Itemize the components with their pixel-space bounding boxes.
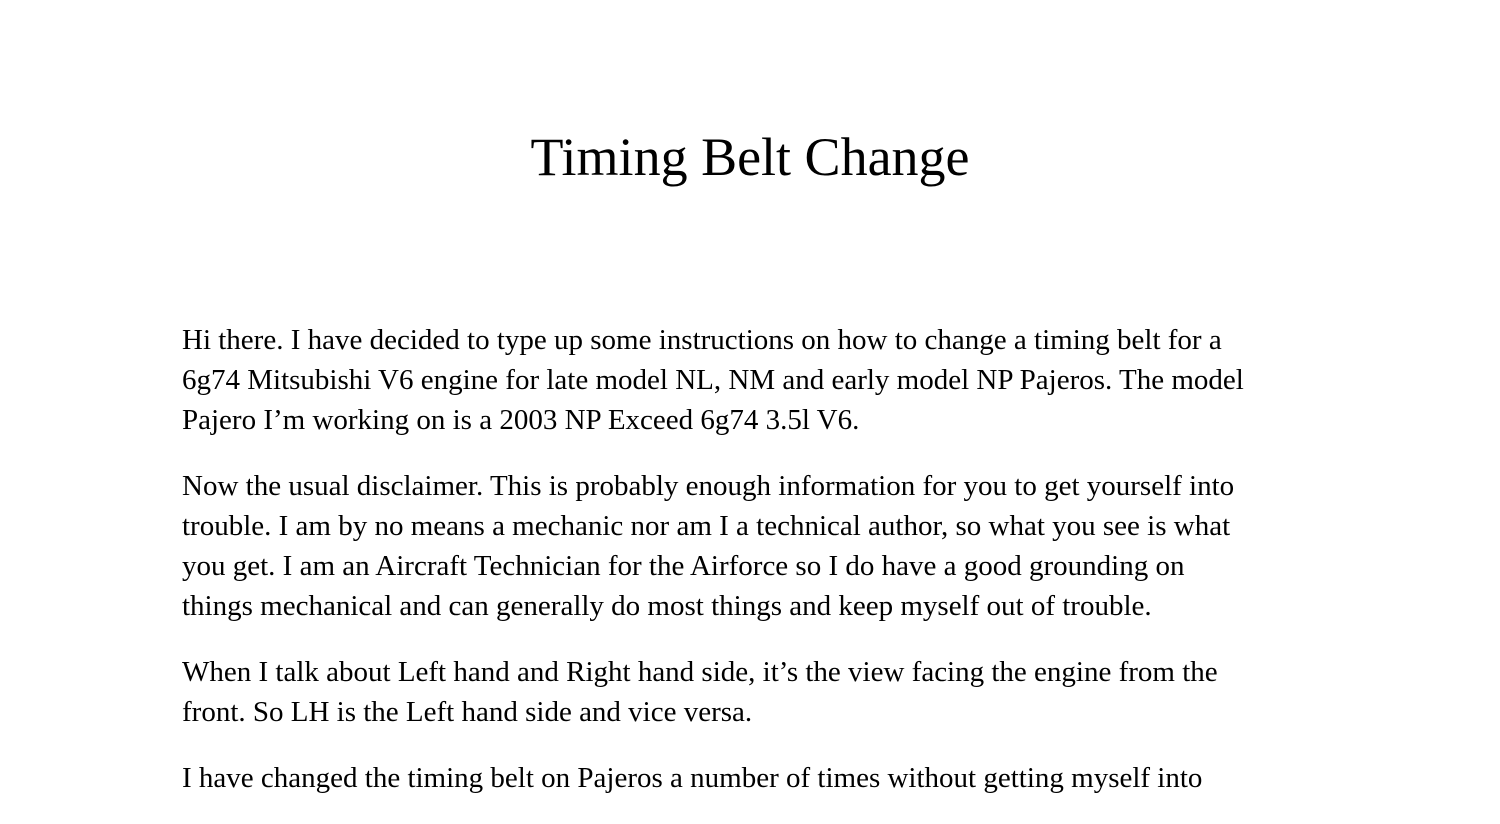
text-line: front. So LH is the Left hand side and vice versa. [182,696,753,728]
text-line: 6g74 Mitsubishi V6 engine for late model NL, NM and early model NP Pajeros. The model [182,364,1244,396]
paragraph-intro [182,320,1382,440]
text-line: Pajero I’m working on is a 2003 NP Exceed 6g74 3.5l V6. [182,404,860,436]
document-body [182,320,1382,824]
text-line: things mechanical and can generally do most things and keep myself out of trouble. [182,590,1152,622]
text-line: Now the usual disclaimer. This is probably enough information for you to get yourself into [182,470,1235,502]
text-line: you get. I am an Aircraft Technician for the Airforce so I do have a good grounding on [182,550,1185,582]
text-line: Hi there. I have decided to type up some instructions on how to change a timing belt for a [182,324,1222,356]
paragraph-orientation [182,652,1382,732]
paragraph-experience [182,758,1382,798]
document-title: Timing Belt Change [530,127,970,187]
text-line: trouble. I am by no means a mechanic nor am I a technical author, so what you see is what [182,510,1231,542]
text-line: I have changed the timing belt on Pajeros a number of times without getting myself into [182,762,1203,794]
paragraph-disclaimer [182,466,1382,626]
text-line: When I talk about Left hand and Right hand side, it’s the view facing the engine from the [182,656,1218,688]
